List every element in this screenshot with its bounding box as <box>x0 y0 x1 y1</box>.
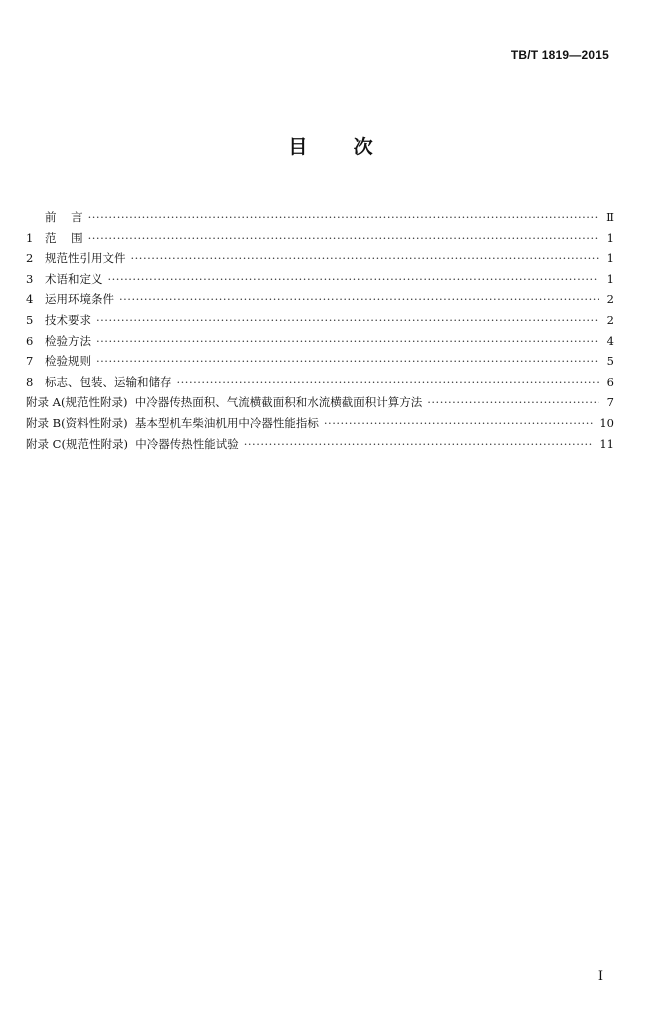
toc-entry-number: 5 <box>26 312 34 327</box>
toc-entry-page: 10 <box>599 415 614 430</box>
toc-entry-label: 术语和定义 <box>45 271 103 286</box>
toc-entry-label: 检验规则 <box>45 354 91 369</box>
toc-leader-dots <box>427 392 599 413</box>
toc-leader-dots <box>177 372 600 393</box>
toc-entry-page: Ⅱ <box>606 210 614 224</box>
toc-leader-dots <box>108 269 600 290</box>
toc-entry-requirements[interactable] <box>26 310 614 331</box>
toc-leader-dots <box>96 331 599 352</box>
toc-leader-dots <box>244 434 595 455</box>
toc-entry-terms[interactable] <box>26 269 614 290</box>
toc-entry-page: 2 <box>606 292 614 307</box>
toc-entry-number: 1 <box>26 230 34 245</box>
toc-entry-label: 规范性引用文件 <box>45 251 126 266</box>
toc-entry-number: 3 <box>26 271 34 286</box>
toc-leader-dots <box>131 248 600 269</box>
toc-entry-environment[interactable] <box>26 289 614 310</box>
toc-leader-dots <box>88 207 599 228</box>
toc-entry-label: 附录 B(资料性附录) 基本型机车柴油机用中冷器性能指标 <box>26 415 319 430</box>
toc-entry-foreword[interactable] <box>26 207 614 228</box>
toc-entry-number: 7 <box>26 354 34 369</box>
toc-entry-marking-packaging[interactable] <box>26 372 614 393</box>
toc-entry-number: 4 <box>26 292 34 307</box>
toc-entry-label: 标志、包装、运输和储存 <box>45 374 172 389</box>
toc-entry-page: 4 <box>606 333 614 348</box>
toc-entry-page: 11 <box>599 436 614 451</box>
page-number: I <box>597 969 603 984</box>
toc-entry-test-methods[interactable] <box>26 331 614 352</box>
toc-entry-page: 7 <box>606 395 614 410</box>
toc-leader-dots <box>119 289 599 310</box>
toc-entry-page: 2 <box>606 312 614 327</box>
toc-leader-dots <box>96 310 599 331</box>
toc-entry-label: 附录 A(规范性附录) 中冷器传热面积、气流横截面积和水流横截面积计算方法 <box>26 395 423 410</box>
toc-entry-page: 6 <box>606 374 614 389</box>
toc-entry-annex-b[interactable] <box>26 413 614 434</box>
toc-entry-page: 1 <box>606 271 614 286</box>
standard-code: TB/T 1819—2015 <box>510 48 609 62</box>
page-title: 目 次 <box>288 136 373 158</box>
toc-entry-inspection-rules[interactable] <box>26 351 614 372</box>
toc-entry-annex-a[interactable] <box>26 392 614 413</box>
toc-leader-dots <box>96 351 599 372</box>
toc-entry-normative-references[interactable] <box>26 248 614 269</box>
toc-entry-number: 2 <box>26 251 34 266</box>
toc-entry-label: 运用环境条件 <box>45 292 114 307</box>
toc-entry-annex-c[interactable] <box>26 434 614 455</box>
toc-entry-label: 技术要求 <box>45 312 91 327</box>
toc-leader-dots <box>88 228 599 249</box>
toc-entry-label: 检验方法 <box>45 333 91 348</box>
toc-entry-label: 范 围 <box>45 230 83 245</box>
toc-entry-number: 6 <box>26 333 34 348</box>
toc-entry-page: 1 <box>606 251 614 266</box>
toc-entry-scope[interactable] <box>26 228 614 249</box>
toc-entry-label: 附录 C(规范性附录) 中冷器传热性能试验 <box>26 436 239 451</box>
table-of-contents <box>26 207 614 454</box>
toc-entry-page: 5 <box>606 354 614 369</box>
toc-entry-label: 前 言 <box>45 210 83 224</box>
toc-entry-page: 1 <box>606 230 614 245</box>
toc-entry-number: 8 <box>26 374 34 389</box>
toc-leader-dots <box>324 413 594 434</box>
